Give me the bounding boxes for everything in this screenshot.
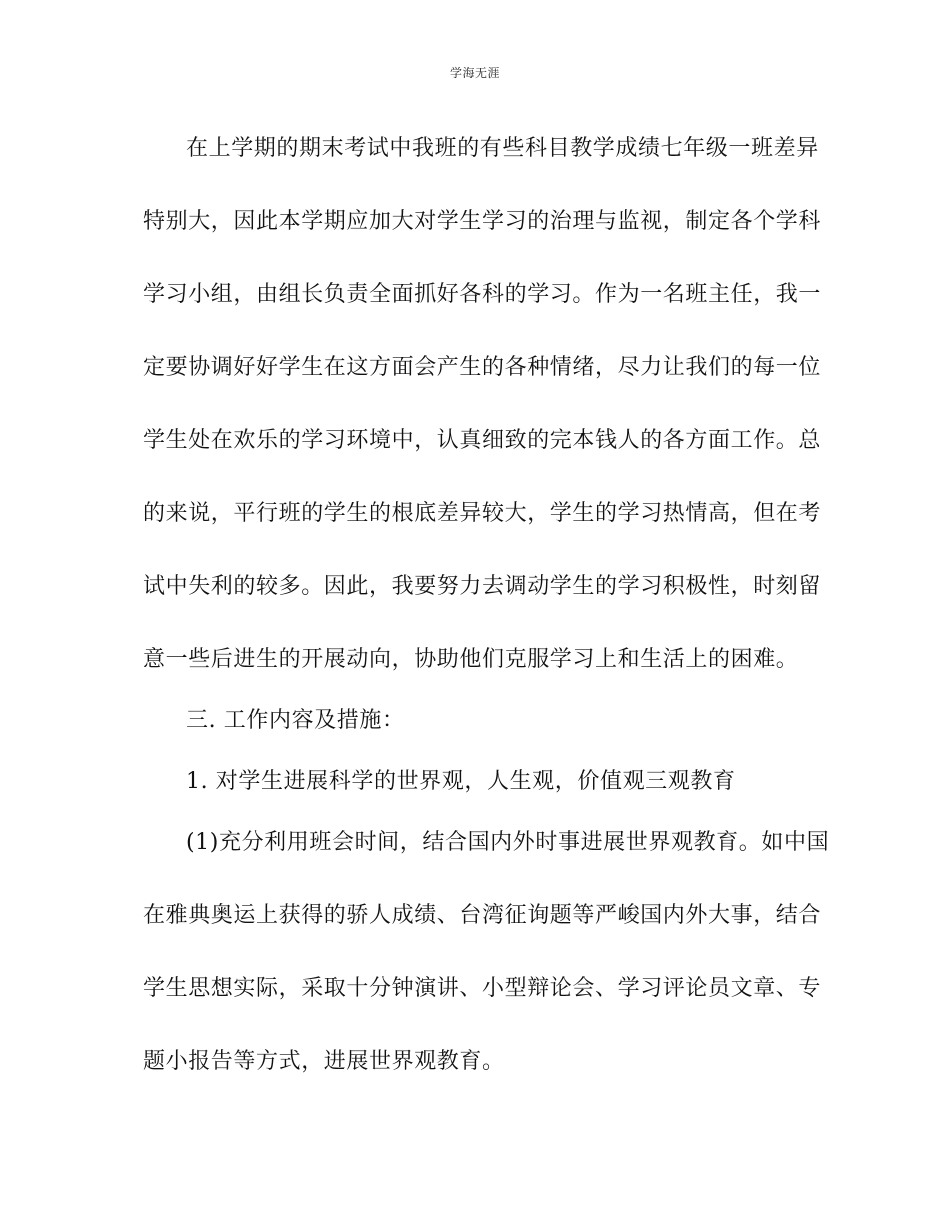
- paragraph-line: 学生思想实际，采取十分钟演讲、小型辩论会、学习评论员文章、专: [143, 976, 822, 1001]
- item-heading: 1. 对学生进展科学的世界观，人生观，价值观三观教育: [186, 769, 736, 794]
- paragraph-line: 在雅典奥运上获得的骄人成绩、台湾征询题等严峻国内外大事，结合: [143, 903, 822, 928]
- paragraph-line: 特别大，因此本学期应加大对学生学习的治理与监视，制定各个学科: [143, 209, 822, 234]
- paragraph-line: 学生处在欢乐的学习环境中，认真细致的完本钱人的各方面工作。总: [143, 428, 822, 453]
- paragraph-line: 试中失利的较多。因此，我要努力去调动学生的学习积极性，时刻留: [143, 574, 822, 599]
- paragraph-line: 题小报告等方式，进展世界观教育。: [143, 1049, 505, 1074]
- paragraph-line: 在上学期的期末考试中我班的有些科目教学成绩七年级一班差异: [186, 136, 819, 161]
- paragraph-line: 学习小组，由组长负责全面抓好各科的学习。作为一名班主任，我一: [143, 282, 822, 307]
- paragraph-line: (1)充分利用班会时间，结合国内外时事进展世界观教育。如中国: [186, 830, 830, 855]
- page-header: 学海无涯: [449, 66, 500, 80]
- section-heading: 三. 工作内容及措施：: [186, 708, 405, 733]
- paragraph-line: 定要协调好好学生在这方面会产生的各种情绪，尽力让我们的每一位: [143, 355, 822, 380]
- paragraph-line: 的来说，平行班的学生的根底差异较大，学生的学习热情高，但在考: [143, 501, 822, 526]
- paragraph-line: 意一些后进生的开展动向，协助他们克服学习上和生活上的困难。: [143, 647, 799, 672]
